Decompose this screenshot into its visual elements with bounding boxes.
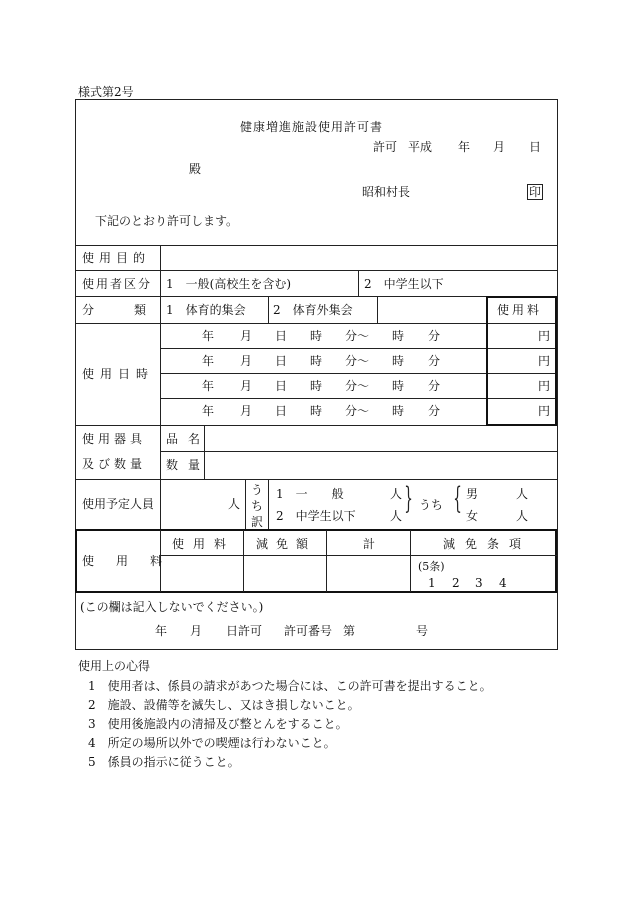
seal-mark: 印 xyxy=(529,185,542,199)
datetime-unit: 分 xyxy=(428,329,441,343)
clause-col-header: 減免条項 xyxy=(443,537,532,551)
yen-unit: 円 xyxy=(538,354,551,368)
reduction-col-header: 減免額 xyxy=(256,537,317,551)
datetime-unit: 日 xyxy=(275,404,288,418)
rule-item: 5 係員の指示に従うこと。 xyxy=(88,755,240,769)
breakdown-junior-unit: 人 xyxy=(390,509,403,523)
right-brace-icon: } xyxy=(404,481,413,516)
yen-unit: 円 xyxy=(538,329,551,343)
datetime-unit: 時 xyxy=(310,354,323,368)
planned-people-unit: 人 xyxy=(228,497,241,511)
datetime-unit: 年 xyxy=(202,404,215,418)
datetime-unit: 月 xyxy=(240,379,253,393)
datetime-unit: 時 xyxy=(392,379,405,393)
datetime-unit: 時 xyxy=(392,329,405,343)
datetime-unit: 月 xyxy=(240,329,253,343)
uchi-label: うち xyxy=(419,498,444,512)
datetime-unit: 日 xyxy=(275,379,288,393)
clause-4: 4 xyxy=(499,576,507,590)
purpose-label: 使用目的 xyxy=(82,251,151,265)
datetime-unit: 日 xyxy=(275,329,288,343)
male-unit: 人 xyxy=(516,487,529,501)
female-label: 女 xyxy=(466,509,479,523)
datetime-label: 使用日時 xyxy=(82,367,155,381)
datetime-unit: 時 xyxy=(392,404,405,418)
datetime-unit: 月 xyxy=(240,354,253,368)
equipment-label-1: 使用器具 xyxy=(82,432,147,446)
clause-1: 1 xyxy=(428,576,436,590)
rules-title: 使用上の心得 xyxy=(78,659,151,673)
datetime-unit: 分 xyxy=(428,404,441,418)
yen-unit: 円 xyxy=(538,404,551,418)
quantity-label: 数量 xyxy=(166,458,211,472)
datetime-unit: 分～ xyxy=(345,379,370,393)
planned-people-label: 使用予定人員 xyxy=(82,497,155,511)
form-title: 健康増進施設使用許可書 xyxy=(240,120,384,134)
rule-item: 3 使用後施設内の清掃及び整とんをすること。 xyxy=(88,717,348,731)
datetime-unit: 時 xyxy=(310,379,323,393)
intro-text: 下記のとおり許可します。 xyxy=(95,214,239,228)
office-note: (この欄は記入しないでください。) xyxy=(80,600,264,614)
datetime-unit: 時 xyxy=(310,329,323,343)
rule-item: 2 施設、設備等を滅失し、又はき損しないこと。 xyxy=(88,698,360,712)
user-category-option-1: 1 一般(高校生を含む) xyxy=(166,277,291,291)
left-brace-icon: { xyxy=(453,481,462,516)
breakdown-char-2: ち xyxy=(251,499,264,513)
fee-section-label: 使用料 xyxy=(82,554,185,568)
yen-unit: 円 xyxy=(538,379,551,393)
datetime-unit: 分～ xyxy=(345,329,370,343)
equipment-label-2: 及び数量 xyxy=(82,457,147,471)
breakdown-char-1: う xyxy=(251,483,264,497)
female-unit: 人 xyxy=(516,509,529,523)
total-col-header: 計 xyxy=(363,537,376,551)
classification-option-1: 1 体育的集会 xyxy=(166,303,246,317)
classification-label: 分類 xyxy=(82,303,187,317)
clause-3: 3 xyxy=(475,576,483,590)
datetime-unit: 年 xyxy=(202,354,215,368)
form-number: 様式第2号 xyxy=(78,85,134,99)
article-ref: (5条) xyxy=(418,560,445,573)
male-label: 男 xyxy=(466,487,479,501)
item-name-label: 品名 xyxy=(166,432,211,446)
fee-col-header: 使用料 xyxy=(172,537,236,551)
datetime-unit: 年 xyxy=(202,379,215,393)
fee-header: 使用料 xyxy=(497,303,543,317)
datetime-unit: 分～ xyxy=(345,354,370,368)
classification-option-2: 2 体育外集会 xyxy=(273,303,353,317)
datetime-unit: 分 xyxy=(428,379,441,393)
rule-item: 1 使用者は、係員の請求があつた場合には、この許可書を提出すること。 xyxy=(88,679,492,693)
clause-2: 2 xyxy=(452,576,460,590)
breakdown-char-3: 訳 xyxy=(251,515,264,529)
datetime-unit: 年 xyxy=(202,329,215,343)
datetime-unit: 分 xyxy=(428,354,441,368)
user-category-option-2: 2 中学生以下 xyxy=(364,277,444,291)
datetime-unit: 時 xyxy=(392,354,405,368)
datetime-unit: 分～ xyxy=(345,404,370,418)
datetime-unit: 月 xyxy=(240,404,253,418)
rule-item: 4 所定の場所以外での喫煙は行わないこと。 xyxy=(88,736,336,750)
breakdown-general-unit: 人 xyxy=(390,487,403,501)
addressee-suffix: 殿 xyxy=(189,162,202,176)
issuer: 昭和村長 xyxy=(362,185,411,199)
datetime-unit: 時 xyxy=(310,404,323,418)
user-category-label: 使用者区分 xyxy=(82,277,153,291)
breakdown-general: 1 一 般 xyxy=(276,487,344,501)
datetime-unit: 日 xyxy=(275,354,288,368)
breakdown-junior: 2 中学生以下 xyxy=(276,509,356,523)
